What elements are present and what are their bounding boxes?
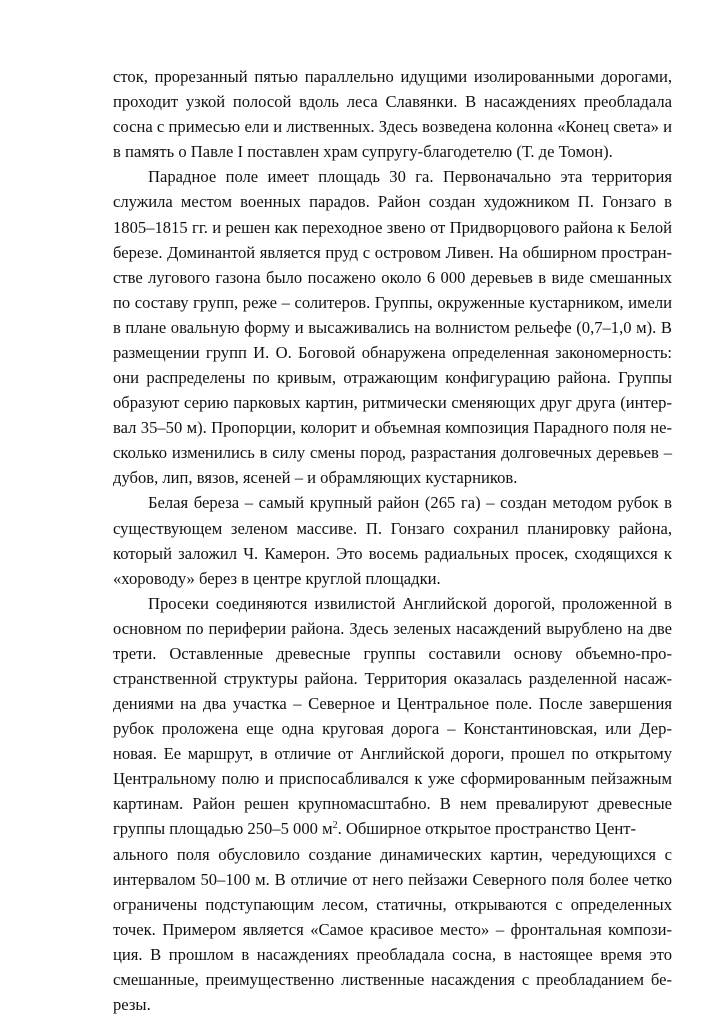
text-line: который заложил Ч. Камерон. Это восемь радиальных просек, сходящихся к <box>113 543 672 563</box>
text-line-with-superscript <box>113 818 672 840</box>
text-line: резы. <box>113 995 151 1014</box>
text-line: существующем зеленом массиве. П. Гонзаго сохранил планировку района, <box>113 518 672 538</box>
text-line: трети. Оставленные древесные группы составили основу объемно-про- <box>113 643 672 663</box>
text-line: странственной структуры района. Территория оказалась разделенной насаж- <box>113 668 672 688</box>
text-line: березе. Доминантой является пруд с островом Ливен. На обширном простран- <box>113 242 672 262</box>
text-line: основном по периферии района. Здесь зеленых насаждений вырублено на две <box>113 618 672 638</box>
text-line: они распределены по кривым, отражающим конфигурацию района. Группы <box>113 368 672 387</box>
text-line: интервалом 50–100 м. В отличие от него пейзажи Северного поля более четко <box>113 869 672 889</box>
text-line: картинам. Район решен крупномасштабно. В нем превалируют древесные <box>113 794 672 814</box>
text-line: сток, прорезанный пятью параллельно идущими изолированными дорогами, <box>113 67 672 86</box>
text-line: 1805–1815 гг. и решен как переходное звено от Придворцового района к Белой <box>113 217 672 237</box>
text-line: служила местом военных парадов. Район создан художником П. Гонзаго в <box>113 192 672 212</box>
text-line: дениями на два участка – Северное и Центральное поле. После завершения <box>113 694 672 713</box>
text-line: дубов, лип, вязов, ясеней – и обрамляющих кустарников. <box>113 468 518 488</box>
text-line: «хороводу» берез в центре круглой площадки. <box>113 568 441 588</box>
text-line: точек. Примером является «Самое красивое место» – фронтальная компози- <box>113 919 672 939</box>
text-line: рубок проложена еще одна круговая дорога – Константиновская, или Дер- <box>113 719 672 739</box>
text-line: проходит узкой полосой вдоль леса Славянки. В насаждениях преобладала <box>113 92 672 112</box>
text-line: Центральному полю и приспосабливался к уже сформированным пейзажным <box>113 769 672 789</box>
text-line: ция. В прошлом в насаждениях преобладала сосна, в настоящее время это <box>113 944 672 964</box>
text-line: ального поля обусловило создание динамических картин, чередующихся с <box>113 844 672 864</box>
text-line: сосна с примесью ели и лиственных. Здесь возведена колонна «Конец света» и <box>113 117 672 137</box>
text-line: смешанные, преимущественно лиственные насаждения с преобладанием бе- <box>113 969 672 989</box>
text-line: сколько изменились в силу смены пород, разрастания долговечных деревьев – <box>113 443 672 463</box>
text-line: в плане овальную форму и высаживались на волнистом рельефе (0,7–1,0 м). В <box>113 317 672 337</box>
text-segment: . Обширное открытое пространство Цент- <box>337 819 637 839</box>
text-segment: группы площадью 250–5 000 м <box>113 819 333 839</box>
superscript: 2 <box>332 820 338 832</box>
text-line: ограничены подступающим лесом, статичны, открываются с определенных <box>113 894 672 914</box>
text-line: размещении групп И. О. Боговой обнаружена определенная закономерность: <box>113 342 672 362</box>
text-line: вал 35–50 м). Пропорции, колорит и объемная композиция Парадного поля не- <box>113 418 672 438</box>
text-line: стве лугового газона было посажено около 6 000 деревьев в виде смешанных <box>113 267 672 287</box>
text-line: образуют серию парковых картин, ритмически сменяющих друг друга (интер- <box>113 393 672 413</box>
text-line: Парадное поле имеет площадь 30 га. Первоначально эта территория <box>148 167 672 187</box>
text-line: Просеки соединяются извилистой Английской дорогой, проложенной в <box>148 593 672 613</box>
text-line: новая. Ее маршрут, в отличие от Английской дороги, прошел по открытому <box>113 744 672 764</box>
text-line: в память о Павле I поставлен храм супругу-благодетелю (Т. де Томон). <box>113 142 613 162</box>
text-line: Белая береза – самый крупный район (265 га) – создан методом рубок в <box>148 493 672 513</box>
text-line: по составу групп, реже – солитеров. Группы, окруженные кустарником, имели <box>113 292 672 312</box>
